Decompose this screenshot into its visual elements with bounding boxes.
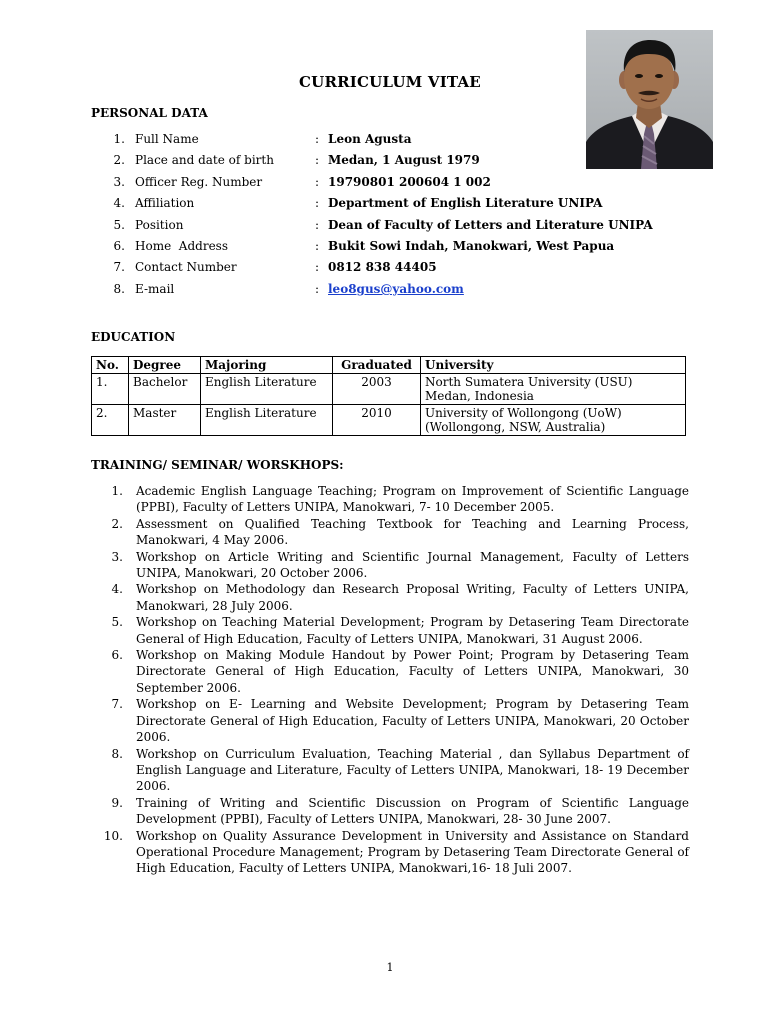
colon: : (315, 239, 320, 253)
item-text: Workshop on Article Writing and Scientific Journal Management, Faculty of Letters UNIPA, Manokwari, 20 October 2006. (136, 549, 689, 581)
personal-data-heading: PERSONAL DATA (91, 106, 208, 120)
colon: : (315, 260, 320, 274)
cell-no: 1. (92, 374, 129, 405)
cell-graduated: 2003 (333, 374, 421, 405)
field-value: Bukit Sowi Indah, Manokwari, West Papua (328, 239, 615, 253)
row-number: 8. (113, 282, 125, 296)
cell-degree: Bachelor (129, 374, 201, 405)
cell-university (421, 405, 686, 436)
item-text: Academic English Language Teaching; Program on Improvement of Scientific Language (PPBI), Faculty of Letters UNIPA, Manokwari, 7- 10 December 2005. (136, 484, 689, 515)
item-number: 4. (111, 582, 123, 597)
colon: : (315, 175, 320, 189)
item-number: 5. (111, 615, 123, 630)
cell-majoring: English Literature (201, 405, 333, 436)
training-list (91, 483, 689, 877)
item-number: 9. (111, 795, 123, 810)
field-label: Full Name (135, 132, 199, 146)
email-link[interactable]: leo8gus@yahoo.com (328, 282, 464, 296)
item-number: 10. (103, 828, 123, 843)
item-number: 3. (111, 549, 123, 564)
cell-graduated: 2010 (333, 405, 421, 436)
row-number: 1. (113, 132, 125, 146)
list-item (91, 581, 689, 614)
field-label: Position (135, 218, 184, 232)
university-name: North Sumatera University (USU) (425, 375, 633, 389)
table-header-row (92, 357, 686, 374)
item-number: 8. (111, 746, 123, 761)
portrait-illustration (586, 30, 713, 169)
field-label: E-mail (135, 282, 175, 296)
colon: : (315, 196, 320, 210)
profile-photo (586, 30, 713, 169)
table-row (92, 405, 686, 436)
field-value: Medan, 1 August 1979 (328, 153, 480, 167)
item-text: Workshop on Curriculum Evaluation, Teaching Material , dan Syllabus Department of English Language and Literature, Faculty of Letters UNIPA, Manokwari, 18- 19 December 2006. (136, 746, 689, 794)
item-number: 6. (111, 648, 123, 663)
row-number: 3. (113, 175, 125, 189)
item-number: 2. (111, 516, 123, 531)
page-number: 1 (386, 961, 394, 974)
cell-majoring: English Literature (201, 374, 333, 405)
header-degree: Degree (129, 357, 201, 374)
colon: : (315, 282, 320, 296)
item-text: Training of Writing and Scientific Discussion on Program of Scientific Language Development (PPBI), Faculty of Letters UNIPA, Manokwari, 28- 30 June 2007. (136, 795, 689, 827)
header-majoring: Majoring (201, 357, 333, 374)
table-row (92, 374, 686, 405)
list-item (91, 516, 689, 549)
item-number: 7. (111, 697, 123, 712)
field-label: Home Address (135, 239, 228, 253)
education-table (91, 356, 686, 436)
document-title: CURRICULUM VITAE (299, 73, 481, 91)
field-label: Place and date of birth (135, 153, 274, 167)
item-text: Workshop on Quality Assurance Development in University and Assistance on Standard Operational Procedure Management; Program by Detasering Team Directorate General of High Education, Faculty of Letters UNIPA, Manokwari,16- 18 Juli 2007. (136, 828, 689, 876)
list-item (91, 647, 689, 696)
list-item (91, 795, 689, 828)
list-item (91, 696, 689, 745)
university-name: University of Wollongong (UoW) (425, 406, 622, 420)
header-no: No. (92, 357, 129, 374)
cell-no: 2. (92, 405, 129, 436)
education-heading: EDUCATION (91, 330, 176, 344)
row-number: 5. (113, 218, 125, 232)
field-value: Leon Agusta (328, 132, 412, 146)
cell-university (421, 374, 686, 405)
row-number: 2. (113, 153, 125, 167)
field-label: Officer Reg. Number (135, 175, 263, 189)
header-university: University (421, 357, 686, 374)
item-text: Assessment on Qualified Teaching Textbook for Teaching and Learning Process, Manokwari, 4 May 2006. (136, 516, 689, 548)
item-text: Workshop on Making Module Handout by Power Point; Program by Detasering Team Directorate General of High Education, Faculty of Letters UNIPA, Manokwari, 30 September 2006. (136, 648, 689, 695)
item-text: Workshop on E- Learning and Website Development; Program by Detasering Team Directorate General of High Education, Faculty of Letters UNIPA, Manokwari, 20 October 2006. (136, 697, 689, 745)
university-location: (Wollongong, NSW, Australia) (425, 420, 606, 434)
list-item (91, 614, 689, 647)
colon: : (315, 218, 320, 232)
colon: : (315, 132, 320, 146)
row-number: 4. (113, 196, 125, 210)
cell-degree: Master (129, 405, 201, 436)
item-text: Workshop on Teaching Material Development; Program by Detasering Team Directorate General of High Education, Faculty of Letters UNIPA, Manokwari, 31 August 2006. (136, 615, 689, 646)
list-item (91, 746, 689, 795)
item-number: 1. (111, 484, 123, 498)
item-text: Workshop on Methodology dan Research Proposal Writing, Faculty of Letters UNIPA, Manokwari, 28 July 2006. (136, 582, 689, 613)
list-item (91, 483, 689, 516)
field-value: 19790801 200604 1 002 (328, 175, 491, 189)
row-number: 7. (113, 260, 125, 274)
list-item (91, 549, 689, 582)
field-value: Department of English Literature UNIPA (328, 196, 603, 210)
field-label: Affiliation (135, 196, 195, 210)
list-item (91, 828, 689, 877)
row-number: 6. (113, 239, 125, 253)
training-heading: TRAINING/ SEMINAR/ WORSKHOPS: (91, 458, 344, 472)
colon: : (315, 153, 320, 167)
header-graduated: Graduated (333, 357, 421, 374)
field-value: 0812 838 44405 (328, 260, 437, 274)
university-location: Medan, Indonesia (425, 389, 534, 403)
field-value: Dean of Faculty of Letters and Literature UNIPA (328, 218, 653, 232)
field-label: Contact Number (135, 260, 237, 274)
